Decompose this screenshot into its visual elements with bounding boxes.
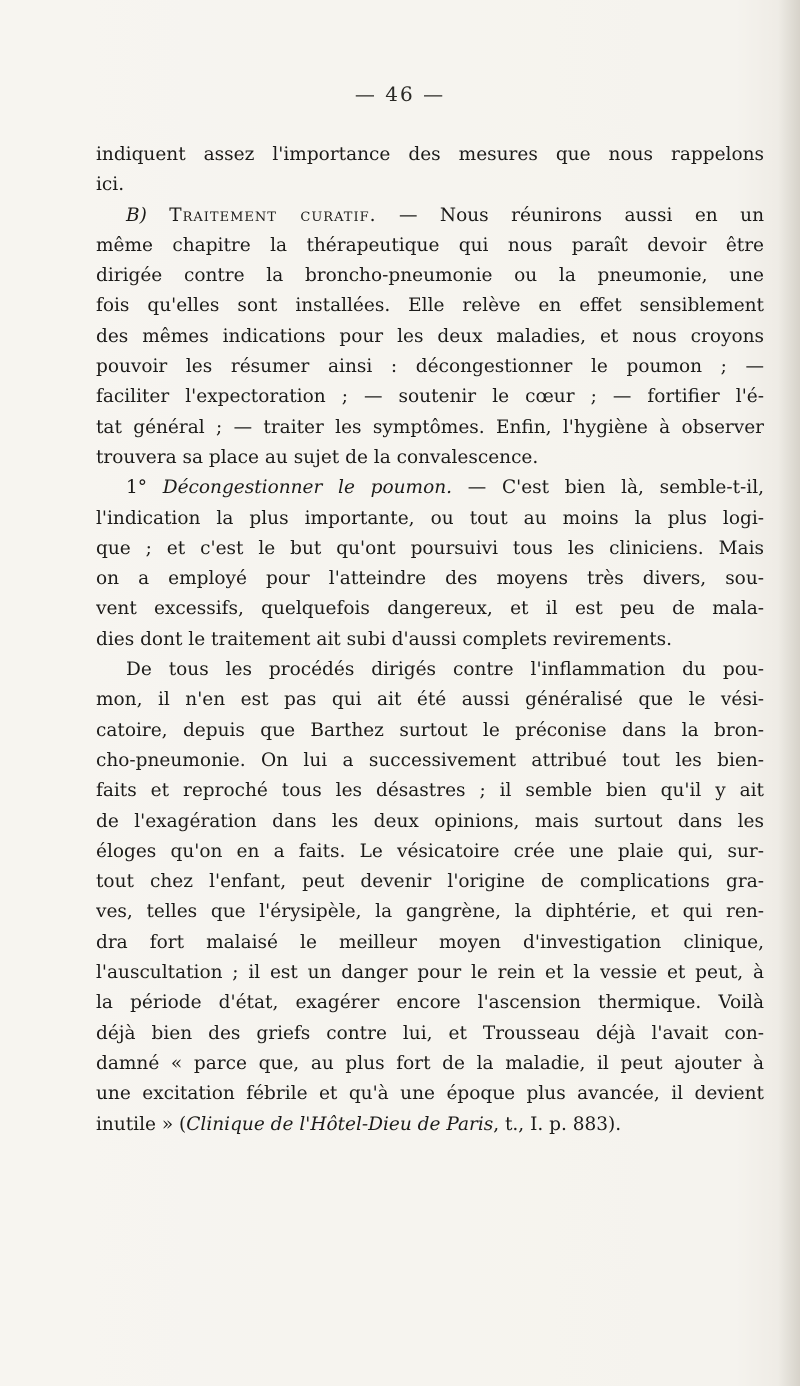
text-line: des mêmes indications pour les deux maladies, et nous croyons — [96, 325, 764, 347]
text-line: pouvoir les résumer ainsi : décongestionner le poumon ; — — [96, 356, 764, 378]
text-line: déjà bien des griefs contre lui, et Trousseau déjà l'avait con- — [96, 1022, 764, 1044]
text-line: trouvera sa place au sujet de la convalescence. — [96, 446, 539, 468]
text-line: l'auscultation ; il est un danger pour le rein et la vessie et peut, à — [96, 962, 764, 984]
text-line: mon, il n'en est pas qui ait été aussi généralisé que le vési- — [96, 689, 764, 711]
section-title: Traitement curatif. — [169, 204, 377, 226]
text-line: éloges qu'on en a faits. Le vésicatoire crée une plaie qui, sur- — [96, 840, 764, 862]
text-line: même chapitre la thérapeutique qui nous paraît devoir être — [96, 234, 764, 256]
citation-line — [96, 1110, 764, 1140]
text-line: ici. — [96, 174, 125, 196]
citation-after: , t., I. p. 883). — [493, 1113, 622, 1135]
text-line: cho-pneumonie. On lui a successivement attribué tout les bien- — [96, 749, 764, 771]
text-line: que ; et c'est le but qu'ont poursuivi tous les cliniciens. Mais — [96, 537, 764, 559]
citation-before: inutile » ( — [96, 1113, 187, 1135]
text-line: vent excessifs, quelquefois dangereux, et il est peu de mala- — [96, 598, 764, 620]
subsection-title: Décongestionner le poumon. — [162, 477, 453, 499]
section-label: B) — [126, 204, 147, 226]
text-line: dra fort malaisé le meilleur moyen d'investigation clinique, — [96, 931, 764, 953]
text-line: dies dont le traitement ait subi d'aussi complets revirements. — [96, 628, 673, 650]
body-text — [96, 140, 764, 1140]
text-line: faits et reproché tous les désastres ; il semble bien qu'il y ait — [96, 780, 764, 802]
section-heading-rest: — Nous réunirons aussi en un — [398, 204, 764, 226]
page-edge-shadow — [778, 0, 800, 1386]
page-number: — 46 — — [354, 82, 446, 106]
text-line: dirigée contre la broncho-pneumonie ou la pneumonie, une — [96, 265, 764, 287]
subsection-heading-rest: — C'est bien là, semble-t-il, — [467, 477, 764, 499]
text-line: fois qu'elles sont installées. Elle relève en effet sensiblement — [96, 295, 764, 317]
text-line: la période d'état, exagérer encore l'ascension thermique. Voilà — [96, 992, 764, 1014]
text-line: l'indication la plus importante, ou tout au moins la plus logi- — [96, 507, 764, 529]
text-line: tout chez l'enfant, peut devenir l'origine de complications gra- — [96, 871, 764, 893]
text-line: tat général ; — traiter les symptômes. Enfin, l'hygiène à observer — [96, 416, 764, 438]
subsection-heading-decongestion — [96, 473, 764, 503]
citation-source: Clinique de l'Hôtel-Dieu de Paris — [186, 1113, 494, 1135]
text-line: une excitation fébrile et qu'à une époque plus avancée, il devient — [96, 1083, 764, 1105]
text-line: on a employé pour l'atteindre des moyens très divers, sou- — [96, 568, 764, 590]
text-line: indiquent assez l'importance des mesures que nous rappelons — [96, 144, 764, 165]
subsection-number: 1° — [126, 477, 148, 499]
text-line: De tous les procédés dirigés contre l'inflammation du pou- — [126, 659, 764, 681]
text-line: faciliter l'expectoration ; — soutenir le cœur ; — fortifier l'é- — [96, 386, 764, 408]
text-line: catoire, depuis que Barthez surtout le préconise dans la bron- — [96, 719, 764, 741]
section-heading-traitement — [96, 201, 764, 231]
text-line: de l'exagération dans les deux opinions, mais surtout dans les — [96, 810, 764, 832]
text-line: damné « parce que, au plus fort de la maladie, il peut ajouter à — [96, 1052, 764, 1074]
text-line: ves, telles que l'érysipèle, la gangrène, la diphtérie, et qui ren- — [96, 901, 764, 923]
